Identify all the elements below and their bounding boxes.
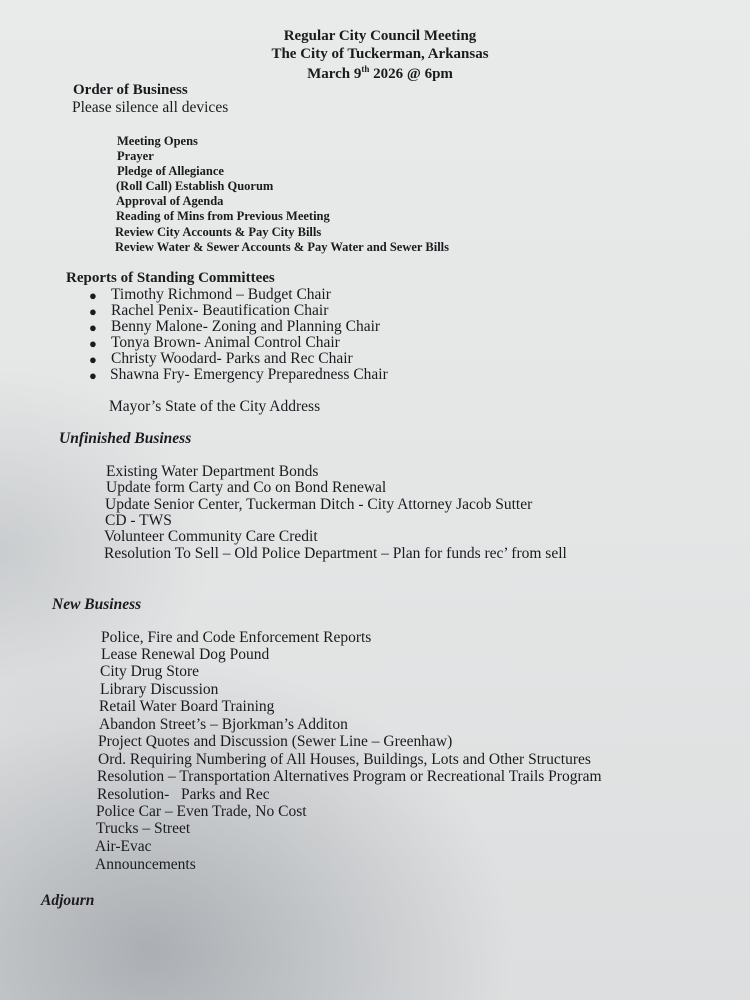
mayor-address: Mayor’s State of the City Address — [109, 398, 321, 415]
new-business-item: Library Discussion — [100, 681, 219, 698]
new-business-item: City Drug Store — [100, 663, 200, 680]
new-business-item: Abandon Street’s – Bjorkman’s Additon — [99, 716, 348, 733]
order-of-business-heading: Order of Business — [73, 82, 188, 98]
new-business-item: Lease Renewal Dog Pound — [101, 646, 270, 663]
order-item: Approval of Agenda — [116, 194, 224, 208]
new-business-item: Resolution- Parks and Rec — [97, 786, 270, 803]
new-business-item: Police, Fire and Code Enforcement Reports — [101, 629, 372, 646]
unfinished-item: Resolution To Sell – Old Police Department – Plan for funds rec’ from sell — [104, 545, 567, 562]
order-item: Review Water & Sewer Accounts & Pay Water and Sewer Bills — [115, 240, 450, 254]
unfinished-item: Volunteer Community Care Credit — [104, 528, 318, 545]
city-name: The City of Tuckerman, Arkansas — [271, 46, 489, 62]
bullet-icon: ● — [89, 304, 97, 319]
order-item: Review City Accounts & Pay City Bills — [115, 225, 322, 239]
silence-devices-note: Please silence all devices — [72, 99, 229, 116]
committee-item: Benny Malone- Zoning and Planning Chair — [111, 318, 381, 335]
order-item: Meeting Opens — [117, 134, 198, 148]
bullet-icon: ● — [89, 352, 97, 367]
order-item: (Roll Call) Establish Quorum — [116, 179, 274, 193]
new-business-item: Announcements — [95, 856, 196, 873]
new-business-item: Resolution – Transportation Alternatives Program or Recreational Trails Program — [97, 768, 602, 785]
meeting-date: March 9th 2026 @ 6pm — [307, 64, 453, 82]
unfinished-business-heading: Unfinished Business — [59, 430, 192, 447]
committee-item: Rachel Penix- Beautification Chair — [111, 302, 329, 319]
committees-heading: Reports of Standing Committees — [66, 270, 275, 286]
bullet-icon: ● — [89, 288, 97, 303]
unfinished-item: Update form Carty and Co on Bond Renewal — [106, 479, 387, 496]
unfinished-item: CD - TWS — [105, 512, 172, 529]
order-item: Pledge of Allegiance — [117, 164, 224, 178]
committee-item: Timothy Richmond – Budget Chair — [111, 286, 331, 303]
agenda-title: Regular City Council Meeting — [283, 28, 477, 44]
new-business-item: Retail Water Board Training — [99, 698, 275, 715]
committee-item: Tonya Brown- Animal Control Chair — [111, 334, 340, 351]
committee-item: Christy Woodard- Parks and Rec Chair — [111, 350, 353, 367]
unfinished-item: Update Senior Center, Tuckerman Ditch - City Attorney Jacob Sutter — [105, 496, 533, 513]
order-item: Prayer — [117, 149, 154, 163]
bullet-icon: ● — [89, 320, 97, 335]
order-item: Reading of Mins from Previous Meeting — [116, 209, 330, 223]
unfinished-item: Existing Water Department Bonds — [106, 463, 319, 480]
new-business-item: Trucks – Street — [96, 820, 191, 837]
new-business-item: Police Car – Even Trade, No Cost — [96, 803, 307, 820]
new-business-item: Project Quotes and Discussion (Sewer Line – Greenhaw) — [98, 733, 453, 750]
adjourn-heading: Adjourn — [41, 892, 95, 909]
bullet-icon: ● — [89, 368, 97, 383]
bullet-icon: ● — [89, 336, 97, 351]
new-business-item: Air-Evac — [95, 838, 152, 855]
new-business-item: Ord. Requiring Numbering of All Houses, Buildings, Lots and Other Structures — [98, 751, 591, 768]
committee-item: Shawna Fry- Emergency Preparedness Chair — [110, 366, 388, 383]
new-business-heading: New Business — [52, 596, 142, 613]
